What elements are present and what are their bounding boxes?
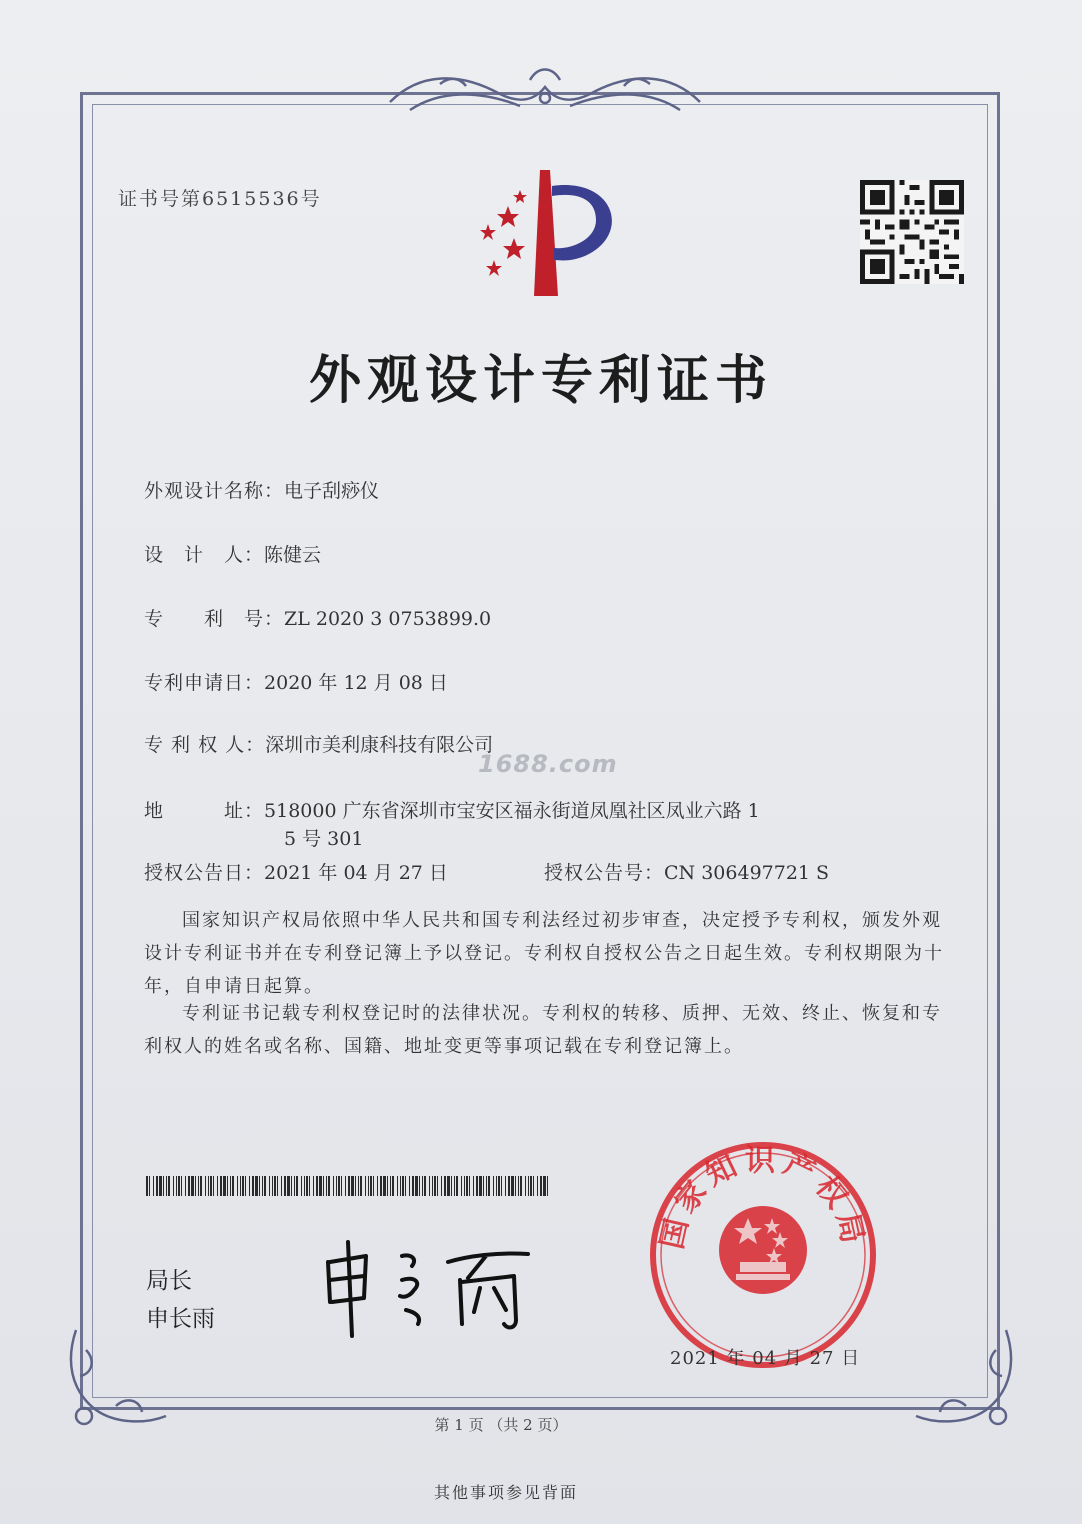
legal-status-line1: 专利证书记载专利权登记时的法律状况。专利权的转移、质押、无效、终止、恢复和专 <box>182 1003 942 1024</box>
address-row-continued <box>284 824 363 851</box>
designer-row <box>144 540 321 567</box>
design-name-row <box>144 476 379 503</box>
director-name: 申长雨 <box>146 1306 215 1332</box>
patent-number-value: ZL 2020 3 0753899.0 <box>284 608 492 630</box>
grant-statement-line1: 国家知识产权局依照中华人民共和国专利法经过初步审查，决定授予专利权，颁发外观 <box>182 910 942 931</box>
design-name-value: 电子刮痧仪 <box>284 480 380 502</box>
designer-value: 陈健云 <box>264 544 322 566</box>
cnipa-logo <box>458 168 638 298</box>
patentee-row <box>144 730 493 757</box>
address-row <box>144 796 760 823</box>
address-value-line1: 518000 广东省深圳市宝安区福永街道凤凰社区凤业六路 1 <box>264 800 760 822</box>
grant-date-label: 授权公告日： <box>144 862 265 884</box>
qr-code <box>860 180 964 284</box>
director-signature <box>318 1232 548 1344</box>
seal-date: 2021 年 04 月 27 日 <box>670 1348 861 1369</box>
official-seal <box>648 1140 878 1370</box>
filing-date-row <box>144 668 448 695</box>
watermark: 1688.com <box>478 750 618 778</box>
grant-number-value: CN 306497721 S <box>664 862 830 884</box>
top-ornament <box>380 62 710 122</box>
grant-statement-line2: 设计专利证书并在专利登记簿上予以登记。专利权自授权公告之日起生效。专利权期限为十 <box>144 943 944 964</box>
barcode <box>146 1176 550 1196</box>
grant-date-row <box>144 858 448 885</box>
grant-statement-line3: 年，自申请日起算。 <box>144 976 324 997</box>
patentee-label: 专 利 权 人： <box>144 734 266 756</box>
filing-date-label: 专利申请日： <box>144 672 265 694</box>
address-label: 地 址： <box>144 800 265 822</box>
patentee-value: 深圳市美利康科技有限公司 <box>265 734 494 756</box>
footer-note: 其他事项参见背面 <box>433 1483 578 1502</box>
director-title: 局长 <box>146 1268 192 1294</box>
seal-text: 国家知识产权局 <box>654 1143 872 1253</box>
patent-number-label: 专 利 号： <box>144 608 285 630</box>
grant-statement <box>144 904 954 1003</box>
designer-label: 设 计 人： <box>144 544 265 566</box>
legal-status-statement <box>144 997 954 1063</box>
patent-number-row <box>144 604 491 631</box>
legal-status-line2: 利权人的姓名或名称、国籍、地址变更等事项记载在专利登记簿上。 <box>144 1036 744 1057</box>
page-indicator: 第 1 页 （共 2 页） <box>434 1416 568 1434</box>
design-name-label: 外观设计名称： <box>144 480 285 502</box>
grant-number-label: 授权公告号： <box>544 862 665 884</box>
document-title: 外观设计专利证书 <box>308 351 773 411</box>
grant-date-value: 2021 年 04 月 27 日 <box>264 862 448 884</box>
filing-date-value: 2020 年 12 月 08 日 <box>264 672 448 694</box>
certificate-number: 证书号第6515536号 <box>118 188 322 210</box>
address-value-line2: 5 号 301 <box>284 828 364 850</box>
grant-number-row <box>544 858 829 885</box>
